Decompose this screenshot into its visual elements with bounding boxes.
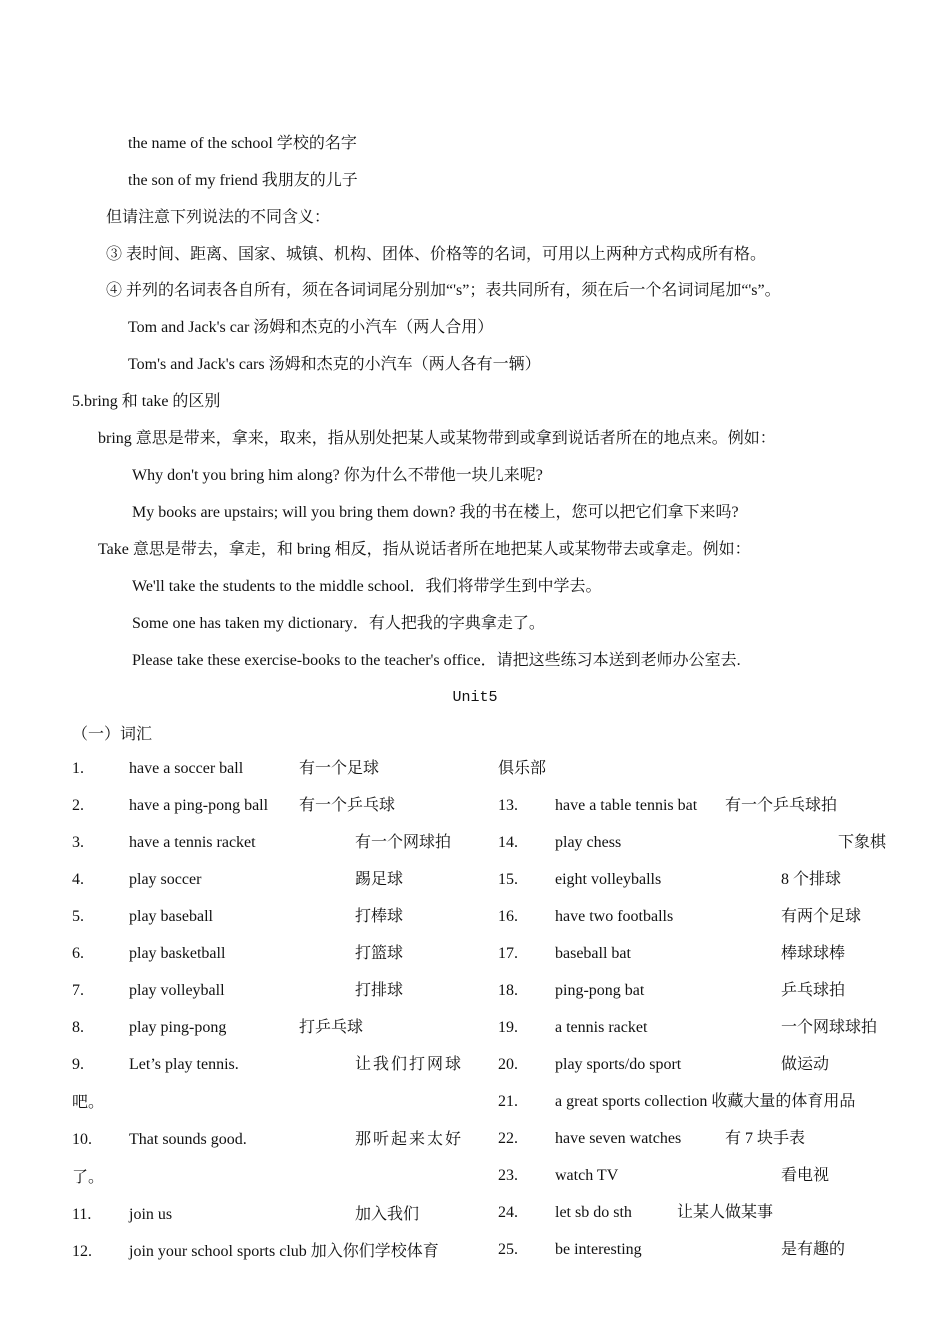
vocab-chinese: 有 7 块手表: [725, 1130, 806, 1147]
vocab-english: a great sports collection 收藏大量的体育用品: [555, 1093, 856, 1110]
vocab-chinese: 有一个足球: [299, 760, 380, 777]
vocab-chinese: 看电视: [781, 1167, 830, 1184]
example-line: Please take these exercise-books to the teacher's office．请把这些练习本送到老师办公室去.: [132, 652, 741, 669]
vocab-english: have two footballs: [555, 908, 674, 925]
vocab-chinese-wrap: 了。: [72, 1169, 105, 1186]
vocab-number: 25.: [498, 1241, 518, 1258]
vocab-chinese: 有一个乒乓球拍: [725, 797, 838, 814]
vocab-chinese: 加入我们: [355, 1206, 420, 1223]
note-line: 但请注意下列说法的不同含义：: [106, 209, 331, 226]
vocab-english: let sb do sth: [555, 1204, 632, 1221]
unit-title: Unit5: [452, 689, 498, 706]
vocab-english: play chess: [555, 834, 622, 851]
vocab-list-right: [498, 758, 893, 1276]
example-line: Some one has taken my dictionary．有人把我的字典拿走了。: [132, 615, 545, 632]
example-line: Why don't you bring him along? 你为什么不带他一块儿来呢?: [132, 467, 543, 484]
definition-line: bring 意思是带来，拿来，取来，指从别处把某人或某物带到或拿到说话者所在的地点来。例如：: [98, 430, 776, 447]
vocab-english: play sports/do sport: [555, 1056, 682, 1073]
vocab-chinese: 那听起来太好: [355, 1131, 464, 1148]
vocab-number: 1.: [72, 760, 84, 777]
vocab-english: play ping-pong: [129, 1019, 227, 1036]
vocab-english: be interesting: [555, 1241, 642, 1258]
vocab-list-left: [72, 758, 492, 1278]
vocab-chinese: 有一个网球拍: [355, 834, 452, 851]
vocab-chinese: 是有趣的: [781, 1241, 846, 1258]
vocab-english: That sounds good.: [129, 1131, 247, 1148]
vocab-number: 2.: [72, 797, 84, 814]
vocab-number: 10.: [72, 1131, 92, 1148]
vocab-chinese: 下象棋: [838, 834, 887, 851]
vocab-chinese: 棒球球棒: [781, 945, 846, 962]
vocab-english: watch TV: [555, 1167, 619, 1184]
vocab-number: 14.: [498, 834, 518, 851]
vocab-chinese: 乒乓球拍: [781, 982, 846, 999]
vocab-number: 9.: [72, 1056, 84, 1073]
vocab-chinese: 做运动: [781, 1056, 830, 1073]
vocab-english: have seven watches: [555, 1130, 682, 1147]
vocab-number: 17.: [498, 945, 518, 962]
example-line: the son of my friend 我朋友的儿子: [128, 172, 358, 189]
vocab-english: play basketball: [129, 945, 226, 962]
vocab-english: Let’s play tennis.: [129, 1056, 239, 1073]
vocab-english: have a soccer ball: [129, 760, 244, 777]
vocab-chinese: 打乒乓球: [299, 1019, 364, 1036]
vocab-english: play soccer: [129, 871, 202, 888]
rule-line: ③ 表时间、距离、国家、城镇、机构、团体、价格等的名词，可用以上两种方式构成所有格。: [106, 246, 767, 263]
example-line: Tom and Jack's car 汤姆和杰克的小汽车（两人合用）: [128, 319, 494, 336]
vocab-number: 21.: [498, 1093, 518, 1110]
vocab-english: baseball bat: [555, 945, 631, 962]
vocab-chinese: 让我们打网球: [355, 1056, 464, 1073]
vocab-english: have a tennis racket: [129, 834, 256, 851]
vocab-english: a tennis racket: [555, 1019, 648, 1036]
vocab-number: 6.: [72, 945, 84, 962]
vocab-chinese: 踢足球: [355, 871, 404, 888]
vocab-chinese-wrap: 吧。: [72, 1094, 105, 1111]
vocab-english: join us: [129, 1206, 173, 1223]
vocab-number: 7.: [72, 982, 84, 999]
vocab-chinese: 让某人做某事: [677, 1204, 774, 1221]
vocab-number: 15.: [498, 871, 518, 888]
vocab-chinese: 打篮球: [355, 945, 404, 962]
vocab-english: play baseball: [129, 908, 213, 925]
example-line: the name of the school 学校的名字: [128, 135, 357, 152]
vocab-number: 8.: [72, 1019, 84, 1036]
vocab-chinese: 打排球: [355, 982, 404, 999]
vocab-chinese: 一个网球球拍: [781, 1019, 878, 1036]
vocab-english: have a table tennis bat: [555, 797, 698, 814]
vocab-number: 20.: [498, 1056, 518, 1073]
vocab-english: join your school sports club 加入你们学校体育: [129, 1243, 439, 1260]
section-heading: 5.bring 和 take 的区别: [72, 393, 221, 410]
vocab-chinese: 打棒球: [355, 908, 404, 925]
vocab-number: 18.: [498, 982, 518, 999]
vocab-chinese: 8 个排球: [781, 871, 842, 888]
vocab-english: play volleyball: [129, 982, 225, 999]
vocab-number: 22.: [498, 1130, 518, 1147]
vocab-number: 23.: [498, 1167, 518, 1184]
vocab-number: 5.: [72, 908, 84, 925]
vocab-number: 4.: [72, 871, 84, 888]
vocab-chinese: 有两个足球: [781, 908, 862, 925]
vocab-number: 13.: [498, 797, 518, 814]
vocab-english: eight volleyballs: [555, 871, 662, 888]
section-label: （一）词汇: [72, 726, 153, 743]
example-line: Tom's and Jack's cars 汤姆和杰克的小汽车（两人各有一辆）: [128, 356, 541, 373]
vocab-english: have a ping-pong ball: [129, 797, 269, 814]
vocab-number: 12.: [72, 1243, 92, 1260]
example-line: We'll take the students to the middle school．我们将带学生到中学去。: [132, 578, 602, 595]
example-line: My books are upstairs; will you bring them down? 我的书在楼上，您可以把它们拿下来吗?: [132, 504, 739, 521]
definition-line: Take 意思是带去，拿走，和 bring 相反，指从说话者所在地把某人或某物带去或拿走。例如：: [98, 541, 751, 558]
vocab-english: ping-pong bat: [555, 982, 645, 999]
vocab-number: 19.: [498, 1019, 518, 1036]
vocab-continuation: 俱乐部: [498, 760, 547, 777]
rule-line: ④ 并列的名词表各自所有，须在各词词尾分别加“'s”；表共同所有，须在后一个名词词尾加“'s”。: [106, 282, 781, 299]
vocab-number: 16.: [498, 908, 518, 925]
vocab-chinese: 有一个乒乓球: [299, 797, 396, 814]
vocab-number: 24.: [498, 1204, 518, 1221]
vocab-number: 11.: [72, 1206, 92, 1223]
vocab-number: 3.: [72, 834, 84, 851]
